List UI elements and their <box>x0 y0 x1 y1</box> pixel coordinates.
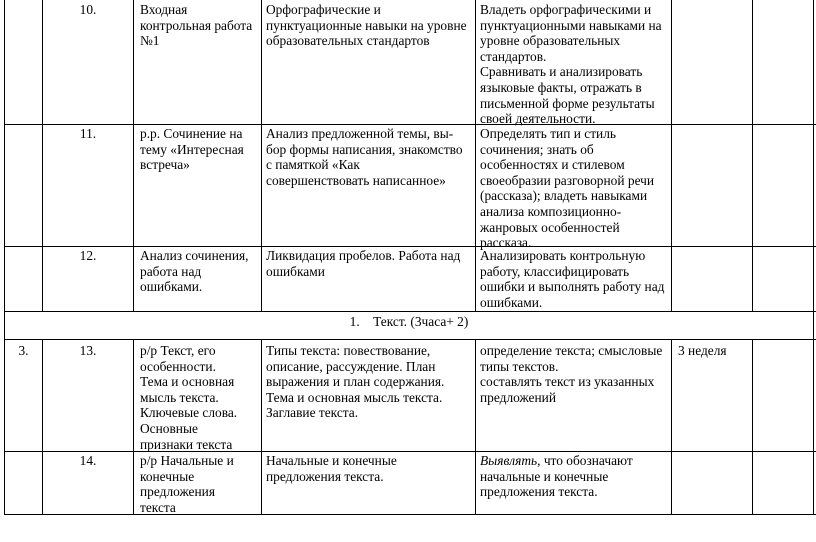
lesson-skills: определение текста; смысловые типы текстов. составлять текст из указанных предложений <box>480 343 663 405</box>
column-divider <box>475 0 476 311</box>
column-divider <box>261 339 262 515</box>
section-number: 1. <box>349 314 360 329</box>
lesson-topic: Входная контрольная работа №1 <box>140 2 253 49</box>
lesson-skills: Владеть орфографическими и пунктуационными навыками на уровне образовательных стандартов. Сравнивать и анализировать языковые факты, отражать в письменной форме результаты своей деятельности. <box>480 2 662 127</box>
section-index: 3. <box>18 343 29 358</box>
lesson-content: Орфографические и пунктуационные навыки на уровне образовательных стандартов <box>266 2 467 49</box>
column-divider <box>133 339 134 515</box>
lesson-topic: р/р Текст, его особенности. Тема и основная мысль текста. Ключевые слова. Основные признаки текста <box>140 343 238 452</box>
lesson-number: 13. <box>79 343 97 358</box>
section-title: Текст. (3часа+ 2) <box>373 314 469 329</box>
lesson-number: 12. <box>79 248 97 263</box>
table-right-border <box>813 0 814 515</box>
column-divider <box>133 0 134 311</box>
column-divider <box>42 339 43 515</box>
lesson-topic: р.р. Сочинение на тему «Интересная встреча» <box>140 126 244 173</box>
row-divider <box>4 246 816 247</box>
column-divider <box>475 339 476 515</box>
lesson-topic: Анализ сочинения, работа над ошибками. <box>140 248 249 295</box>
skills-keyword: Выявлять, <box>480 453 541 468</box>
table-left-border <box>4 0 5 515</box>
section-header <box>5 314 813 330</box>
lesson-skills <box>480 453 670 500</box>
lesson-number: 11. <box>79 126 97 141</box>
row-divider <box>4 451 816 452</box>
column-divider <box>752 339 753 515</box>
lesson-skills: Определять тип и стиль сочинения; знать об особенностях и стилевом своеобразии разговорной речи (рассказа); владеть навыками анализа композиционно- жанровых особенностей рассказа. <box>480 126 655 251</box>
skills-text: что обозначают начальные и конечные предложения текста. <box>480 453 633 500</box>
lesson-number: 10. <box>79 2 97 17</box>
table-bottom-border <box>4 514 816 515</box>
row-divider <box>4 124 816 125</box>
column-divider <box>42 0 43 311</box>
column-divider <box>261 0 262 311</box>
lesson-date: 3 неделя <box>678 343 727 358</box>
lesson-content: Типы текста: повествование, описание, рассуждение. План выражения и план содержания. Тема и основная мысль текста. Заглавие текста. <box>266 343 445 421</box>
lesson-content: Ликвидация пробелов. Работа над ошибками <box>266 248 461 279</box>
column-divider <box>752 0 753 311</box>
row-divider <box>4 339 816 340</box>
lesson-number: 14. <box>79 453 97 468</box>
lesson-skills: Анализировать контрольную работу, классифицировать ошибки и выполнять работу над ошибками. <box>480 248 665 310</box>
column-divider <box>671 0 672 311</box>
lesson-content: Анализ предложенной темы, вы- бор формы написания, знакомство с памяткой «Как совершенствовать написанное» <box>266 126 463 188</box>
lesson-content: Начальные и конечные предложения текста. <box>266 453 397 484</box>
lesson-topic: р/р Начальные и конечные предложения текста <box>140 453 234 515</box>
column-divider <box>671 339 672 515</box>
row-divider <box>4 311 816 312</box>
